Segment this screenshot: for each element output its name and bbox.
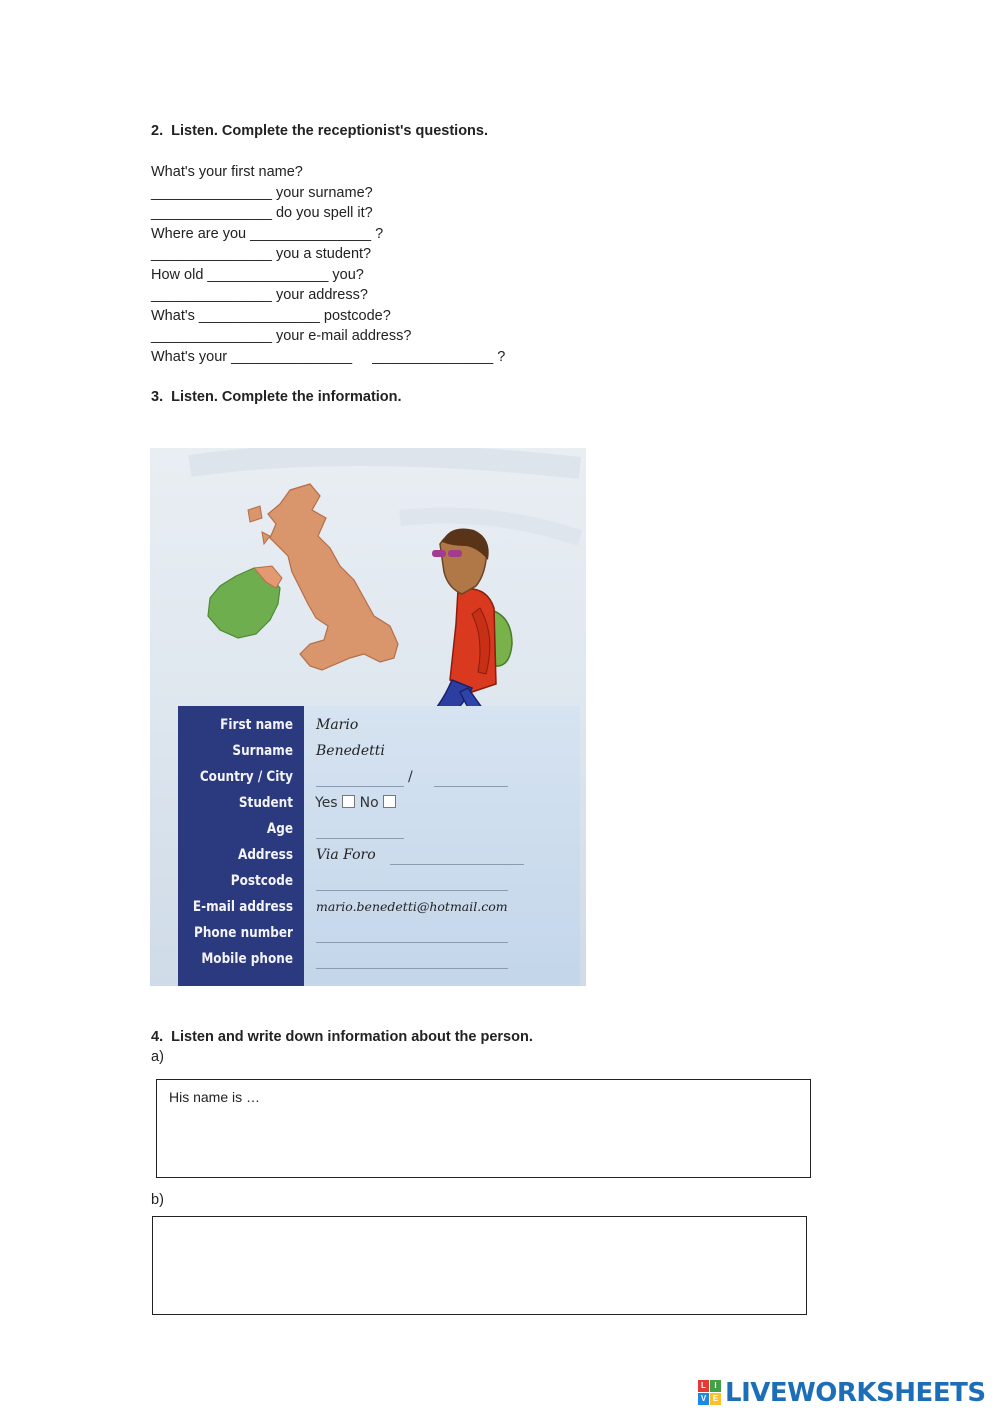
mobile-blank[interactable]	[316, 968, 508, 969]
postcode-blank[interactable]	[316, 890, 508, 891]
form-label: Address	[238, 847, 293, 863]
country-blank[interactable]	[316, 786, 404, 787]
form-label: Student	[238, 795, 293, 811]
form-label: Postcode	[230, 873, 293, 889]
answer-box-a-hint: His name is …	[169, 1089, 261, 1105]
form-row-address	[178, 844, 580, 870]
answer-box-a[interactable]	[156, 1079, 811, 1178]
form-value: Via Foro	[316, 847, 376, 863]
part-b-label: b)	[151, 1192, 164, 1208]
form-label: Country / City	[199, 769, 293, 785]
form-value: mario.benedetti@hotmail.com	[316, 899, 508, 914]
form-label: First name	[220, 717, 293, 733]
form-label: Phone number	[193, 925, 293, 941]
question-line: _______________ your address?	[151, 287, 368, 303]
phone-blank[interactable]	[316, 942, 508, 943]
country-city-separator: /	[408, 769, 413, 785]
question-line: _______________ your surname?	[151, 185, 373, 201]
form-value: Mario	[316, 717, 359, 733]
form-label: E-mail address	[192, 899, 293, 915]
form-label: Mobile phone	[201, 951, 293, 967]
section-3-heading: 3. Listen. Complete the information.	[151, 389, 402, 405]
student-yes-checkbox[interactable]	[342, 795, 355, 808]
part-a-label: a)	[151, 1049, 164, 1065]
form-row-age	[178, 818, 580, 844]
form-row-student	[178, 792, 580, 818]
question-line: _______________ your e-mail address?	[151, 328, 412, 344]
question-line: What's your _______________ _______________ ?	[151, 349, 506, 365]
section-2-heading: 2. Listen. Complete the receptionist's questions.	[151, 123, 489, 139]
question-line: What's your first name?	[151, 164, 303, 180]
form-row-first-name	[178, 714, 580, 740]
form-label: Age	[266, 821, 293, 837]
question-line: How old _______________ you?	[151, 267, 364, 283]
form-row-phone	[178, 922, 580, 948]
section-4-heading: 4. Listen and write down information about the person.	[151, 1029, 533, 1045]
form-row-mobile	[178, 948, 580, 974]
form-label: Surname	[232, 743, 293, 759]
logo-wordmark: LIVEWORKSHEETS	[725, 1378, 986, 1408]
registration-illustration	[150, 448, 586, 986]
logo-mark-letter: E	[710, 1393, 721, 1405]
logo-mark-letter: I	[710, 1380, 721, 1392]
student-yes-label: Yes	[315, 795, 338, 811]
logo-mark-letter: L	[698, 1380, 709, 1392]
question-line: Where are you _______________ ?	[151, 226, 384, 242]
question-line: _______________ do you spell it?	[151, 205, 373, 221]
student-options	[315, 795, 401, 811]
great-britain-map	[268, 484, 398, 670]
liveworksheets-logo[interactable]	[698, 1376, 986, 1410]
answer-box-b[interactable]	[152, 1216, 807, 1315]
student-no-label: No	[359, 795, 379, 811]
logo-mark-icon	[698, 1380, 722, 1406]
logo-mark-letter: V	[698, 1393, 709, 1405]
form-row-surname	[178, 740, 580, 766]
form-value: Benedetti	[316, 743, 385, 759]
form-row-country-city	[178, 766, 580, 792]
student-no-checkbox[interactable]	[383, 795, 396, 808]
form-row-postcode	[178, 870, 580, 896]
address-blank[interactable]	[390, 864, 524, 865]
form-row-email	[178, 896, 580, 922]
question-line: _______________ you a student?	[151, 246, 372, 262]
city-blank[interactable]	[434, 786, 508, 787]
question-line: What's _______________ postcode?	[151, 308, 391, 324]
age-blank[interactable]	[316, 838, 404, 839]
registration-form	[178, 706, 580, 986]
